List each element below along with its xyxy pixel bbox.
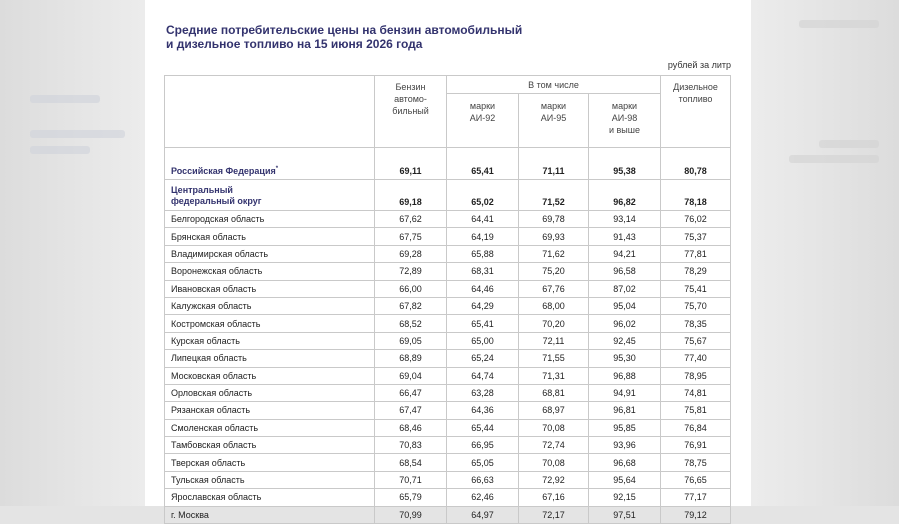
value-gasoline: 68,54 [375, 454, 447, 471]
blurred-line [819, 140, 879, 148]
value-ai92: 62,46 [447, 489, 519, 506]
value-ai92: 65,05 [447, 454, 519, 471]
table-row [165, 245, 731, 262]
region-name: Московская область [165, 367, 375, 384]
value-ai98: 94,21 [589, 245, 661, 262]
unit-label: рублей за литр [667, 60, 731, 70]
value-gasoline: 67,75 [375, 228, 447, 245]
header-region [165, 76, 375, 148]
value-diesel: 77,81 [661, 245, 731, 262]
value-gasoline: 69,04 [375, 367, 447, 384]
value-diesel: 78,95 [661, 367, 731, 384]
value-ai95: 72,17 [519, 506, 589, 523]
prices-table [164, 75, 731, 524]
table-row [165, 297, 731, 314]
value-diesel: 75,37 [661, 228, 731, 245]
value-ai92: 64,97 [447, 506, 519, 523]
blurred-line [30, 95, 100, 103]
value-ai98: 96,82 [589, 180, 661, 211]
value-ai98: 91,43 [589, 228, 661, 245]
background-left [0, 0, 145, 506]
table-row [165, 489, 731, 506]
value-ai95: 67,76 [519, 280, 589, 297]
value-gasoline: 69,28 [375, 245, 447, 262]
table-row [165, 350, 731, 367]
value-ai95: 67,16 [519, 489, 589, 506]
value-gasoline: 69,18 [375, 180, 447, 211]
value-ai95: 70,08 [519, 419, 589, 436]
table-row [165, 228, 731, 245]
value-ai98: 94,91 [589, 384, 661, 401]
value-ai95: 72,11 [519, 332, 589, 349]
value-gasoline: 70,71 [375, 471, 447, 488]
blurred-line [30, 146, 90, 154]
region-name: Рязанская область [165, 402, 375, 419]
value-diesel: 78,75 [661, 454, 731, 471]
value-ai98: 95,64 [589, 471, 661, 488]
value-gasoline: 67,62 [375, 211, 447, 228]
value-gasoline: 67,82 [375, 297, 447, 314]
table-row [165, 263, 731, 280]
header-ai95: марки АИ-95 [519, 94, 589, 148]
blurred-line [789, 155, 879, 163]
value-ai98: 97,51 [589, 506, 661, 523]
region-name: Владимирская область [165, 245, 375, 262]
value-ai92: 65,02 [447, 180, 519, 211]
value-ai95: 75,20 [519, 263, 589, 280]
region-name: Тверская область [165, 454, 375, 471]
region-name: Липецкая область [165, 350, 375, 367]
header-diesel: Дизельное топливо [661, 76, 731, 148]
table-row-central-district [165, 180, 731, 211]
table-row [165, 367, 731, 384]
value-ai98: 96,02 [589, 315, 661, 332]
table-row [165, 506, 731, 523]
table-row [165, 211, 731, 228]
value-ai92: 66,95 [447, 437, 519, 454]
value-ai95: 71,11 [519, 148, 589, 180]
value-ai98: 96,88 [589, 367, 661, 384]
region-name: Костромская область [165, 315, 375, 332]
value-ai95: 70,20 [519, 315, 589, 332]
region-name: Курская область [165, 332, 375, 349]
table-row [165, 315, 731, 332]
value-diesel: 75,81 [661, 402, 731, 419]
value-diesel: 76,91 [661, 437, 731, 454]
value-diesel: 75,70 [661, 297, 731, 314]
value-gasoline: 69,05 [375, 332, 447, 349]
value-diesel: 78,35 [661, 315, 731, 332]
value-gasoline: 66,00 [375, 280, 447, 297]
value-gasoline: 68,46 [375, 419, 447, 436]
value-diesel: 79,12 [661, 506, 731, 523]
region-name: Орловская область [165, 384, 375, 401]
value-diesel: 76,65 [661, 471, 731, 488]
value-ai95: 68,97 [519, 402, 589, 419]
table-row [165, 419, 731, 436]
value-ai95: 71,55 [519, 350, 589, 367]
value-gasoline: 65,79 [375, 489, 447, 506]
value-diesel: 78,18 [661, 180, 731, 211]
table-row [165, 402, 731, 419]
value-ai98: 96,68 [589, 454, 661, 471]
region-name: Ивановская область [165, 280, 375, 297]
document-page [145, 0, 751, 520]
title-line-2: и дизельное топливо на 15 июня 2026 года [166, 37, 423, 51]
value-ai92: 64,46 [447, 280, 519, 297]
value-ai92: 64,74 [447, 367, 519, 384]
value-gasoline: 66,47 [375, 384, 447, 401]
value-ai98: 93,14 [589, 211, 661, 228]
value-diesel: 76,84 [661, 419, 731, 436]
region-name: Смоленская область [165, 419, 375, 436]
value-ai92: 64,36 [447, 402, 519, 419]
header-ai98: марки АИ-98 и выше [589, 94, 661, 148]
value-gasoline: 67,47 [375, 402, 447, 419]
value-diesel: 75,41 [661, 280, 731, 297]
table-row [165, 280, 731, 297]
value-diesel: 75,67 [661, 332, 731, 349]
value-ai92: 66,63 [447, 471, 519, 488]
value-ai92: 65,24 [447, 350, 519, 367]
value-diesel: 77,17 [661, 489, 731, 506]
region-name: г. Москва [165, 506, 375, 523]
value-ai92: 65,41 [447, 148, 519, 180]
value-ai95: 72,74 [519, 437, 589, 454]
value-gasoline: 69,11 [375, 148, 447, 180]
region-name: Тульская область [165, 471, 375, 488]
value-ai98: 87,02 [589, 280, 661, 297]
region-name: Белгородская область [165, 211, 375, 228]
header-including: В том числе [447, 76, 661, 94]
value-gasoline: 68,52 [375, 315, 447, 332]
value-gasoline: 72,89 [375, 263, 447, 280]
value-ai98: 92,45 [589, 332, 661, 349]
value-ai95: 69,78 [519, 211, 589, 228]
value-diesel: 74,81 [661, 384, 731, 401]
region-name: Тамбовская область [165, 437, 375, 454]
blurred-line [799, 20, 879, 28]
value-ai95: 68,81 [519, 384, 589, 401]
value-ai98: 95,04 [589, 297, 661, 314]
background-right [751, 0, 899, 506]
value-ai92: 64,19 [447, 228, 519, 245]
table-row [165, 437, 731, 454]
region-name: Ярославская область [165, 489, 375, 506]
region-name: Российская Федерация* [165, 148, 375, 180]
value-ai92: 63,28 [447, 384, 519, 401]
value-ai98: 93,96 [589, 437, 661, 454]
table-row [165, 384, 731, 401]
value-diesel: 80,78 [661, 148, 731, 180]
value-diesel: 77,40 [661, 350, 731, 367]
value-diesel: 78,29 [661, 263, 731, 280]
value-ai92: 64,41 [447, 211, 519, 228]
value-ai98: 95,85 [589, 419, 661, 436]
header-gasoline: Бензин автомо- бильный [375, 76, 447, 148]
value-ai92: 65,41 [447, 315, 519, 332]
table-row-russian-federation [165, 148, 731, 180]
value-ai95: 69,93 [519, 228, 589, 245]
title-line-1: Средние потребительские цены на бензин автомобильный [166, 23, 523, 37]
value-ai92: 68,31 [447, 263, 519, 280]
region-name: Воронежская область [165, 263, 375, 280]
value-ai95: 71,31 [519, 367, 589, 384]
table-row [165, 471, 731, 488]
table-row [165, 454, 731, 471]
value-ai98: 96,58 [589, 263, 661, 280]
value-ai95: 68,00 [519, 297, 589, 314]
value-ai98: 95,30 [589, 350, 661, 367]
header-ai92: марки АИ-92 [447, 94, 519, 148]
region-name: Центральный федеральный округ [165, 180, 375, 211]
value-ai92: 65,00 [447, 332, 519, 349]
value-ai95: 70,08 [519, 454, 589, 471]
value-ai98: 92,15 [589, 489, 661, 506]
region-name: Брянская область [165, 228, 375, 245]
value-gasoline: 68,89 [375, 350, 447, 367]
value-diesel: 76,02 [661, 211, 731, 228]
value-ai95: 71,62 [519, 245, 589, 262]
value-gasoline: 70,83 [375, 437, 447, 454]
region-name: Калужская область [165, 297, 375, 314]
value-ai98: 95,38 [589, 148, 661, 180]
blurred-line [30, 130, 125, 138]
value-ai95: 72,92 [519, 471, 589, 488]
value-ai98: 96,81 [589, 402, 661, 419]
value-ai92: 65,44 [447, 419, 519, 436]
value-ai95: 71,52 [519, 180, 589, 211]
value-gasoline: 70,99 [375, 506, 447, 523]
value-ai92: 64,29 [447, 297, 519, 314]
table-row [165, 332, 731, 349]
document-title [166, 23, 586, 51]
value-ai92: 65,88 [447, 245, 519, 262]
